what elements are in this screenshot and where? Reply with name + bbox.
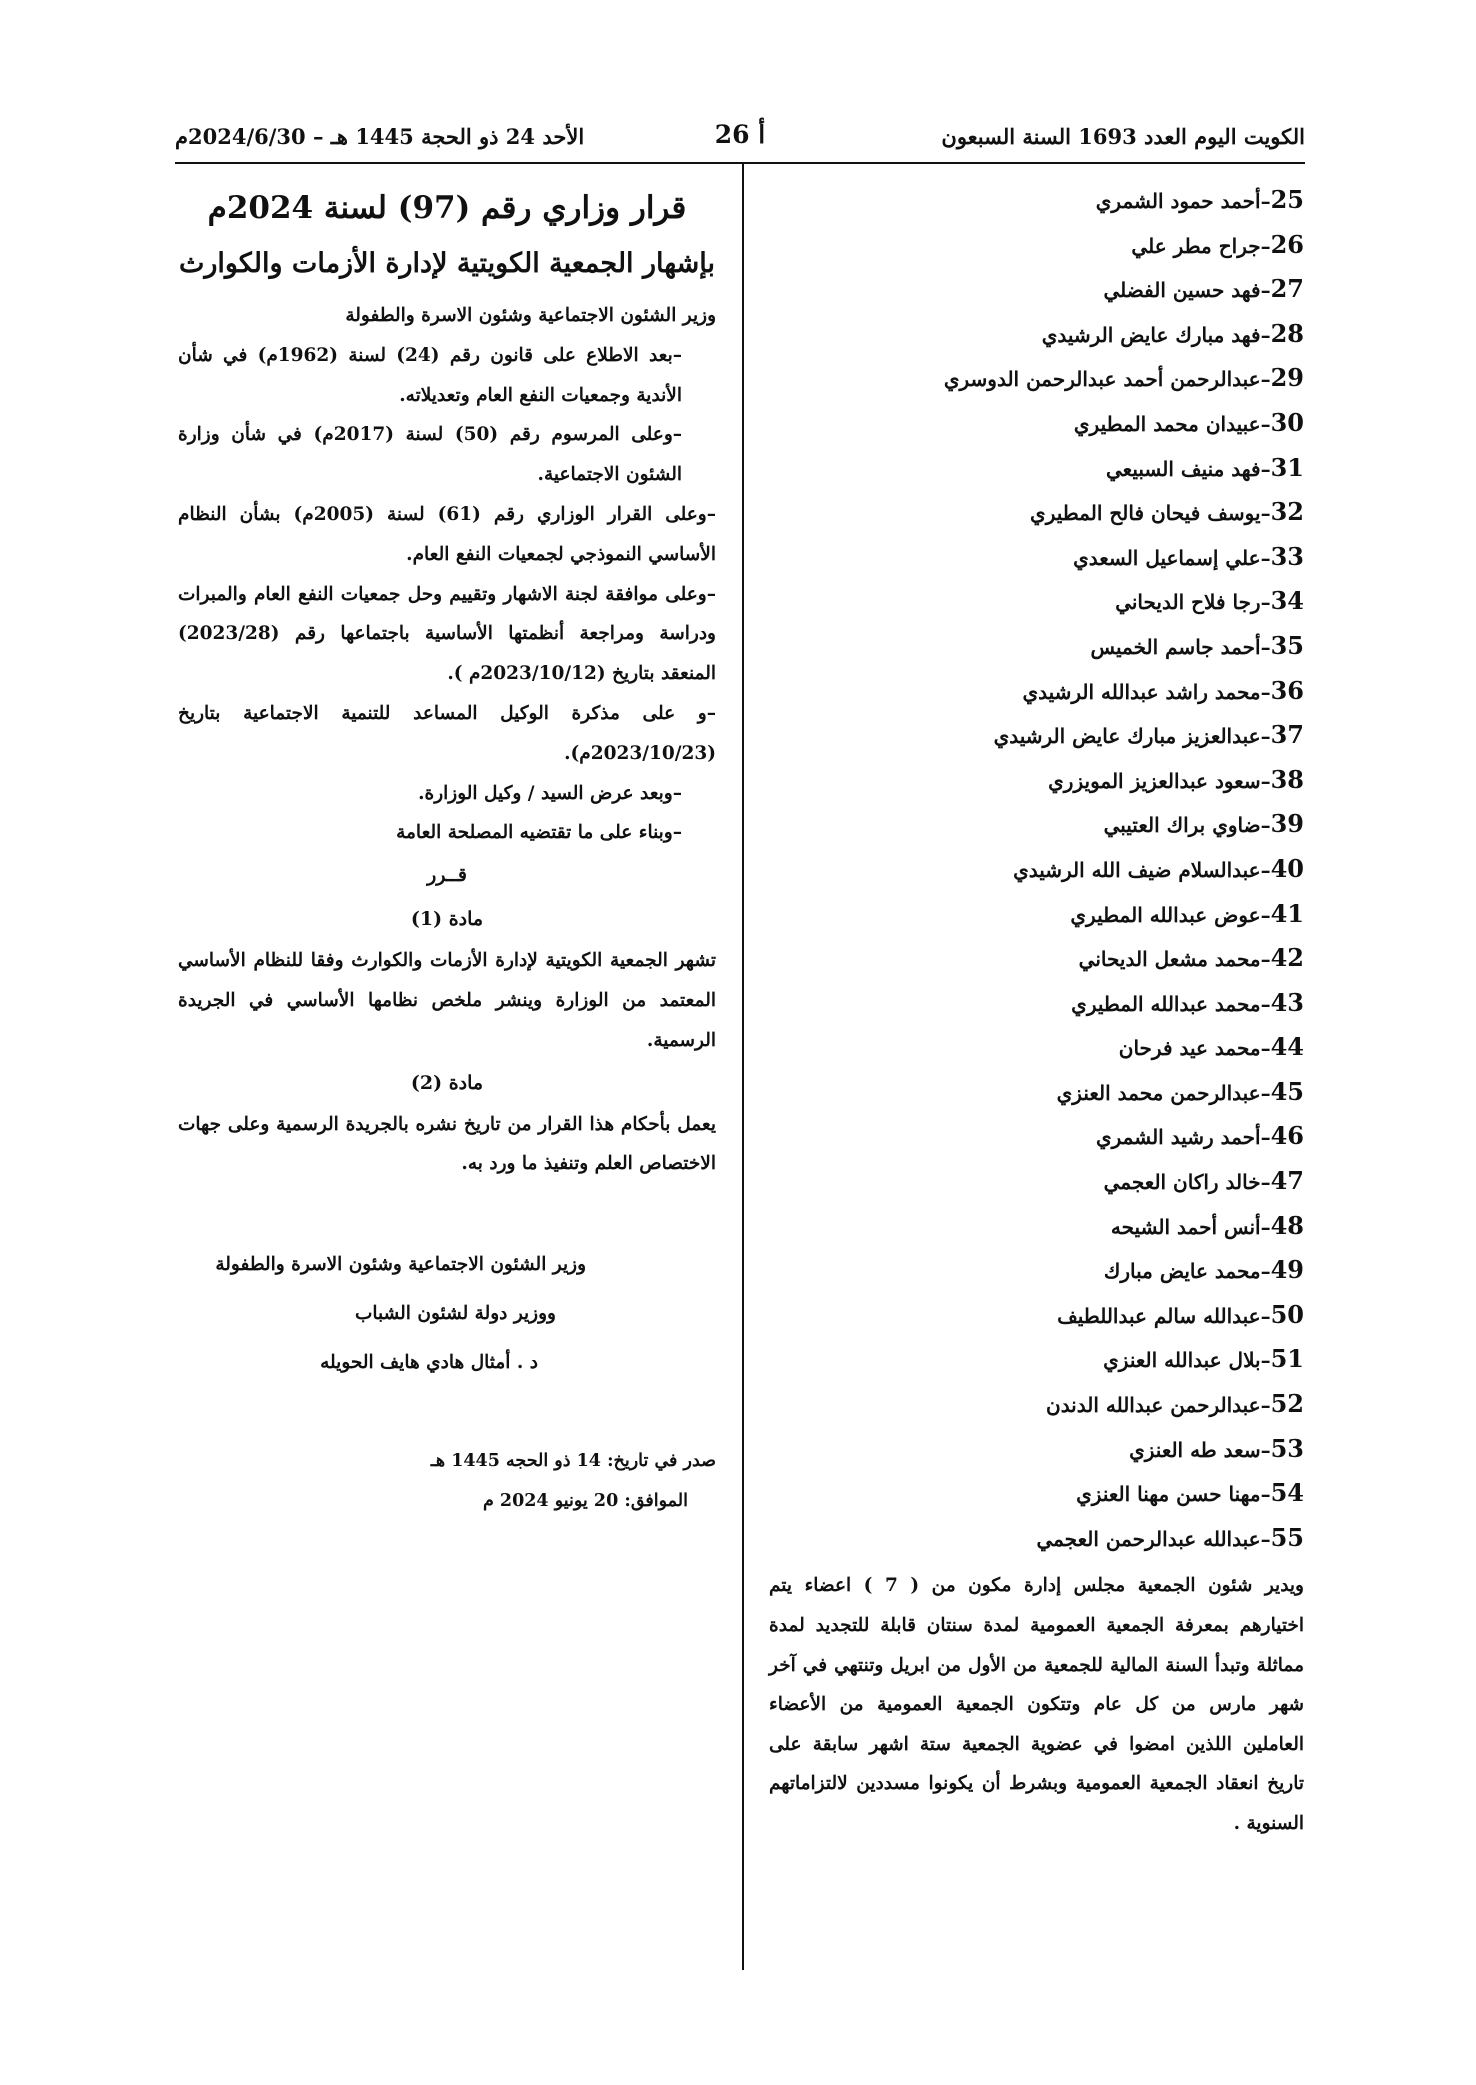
member-number: 54: [1270, 1478, 1304, 1508]
member-number: 47: [1270, 1166, 1304, 1196]
left-column: [178, 178, 716, 1521]
member-item: [769, 1114, 1304, 1159]
member-name: –يوسف فيحان فالح المطيري: [1030, 501, 1271, 526]
member-name: –محمد عبدالله المطيري: [1071, 991, 1271, 1016]
member-name: –عبدالله عبدالرحمن العجمي: [1036, 1526, 1271, 1551]
member-name: –محمد مشعل الديحاني: [1078, 947, 1271, 972]
member-name: –عبيدان محمد المطيري: [1073, 411, 1271, 436]
member-number: 26: [1270, 229, 1304, 259]
member-number: 30: [1270, 407, 1304, 437]
member-name: –سعد طه العنزي: [1129, 1437, 1271, 1462]
member-item: [769, 936, 1304, 981]
article-2-text: يعمل بأحكام هذا القرار من تاريخ نشره بالجريدة الرسمية وعلى جهات الاختصاص العلم وتنفيذ ما ورد به.: [178, 1113, 716, 1175]
preamble-short-line: –وبعد عرض السيد / وكيل الوزارة.: [418, 782, 682, 804]
member-number: 37: [1270, 720, 1304, 750]
member-name: –فهد حسين الفضلي: [1103, 278, 1271, 303]
preamble-item: –وعلى القرار الوزاري رقم (61) لسنة (2005م) بشأن النظام الأساسي النموذجي لجمعيات النفع العام.: [178, 503, 716, 565]
member-number: 33: [1270, 541, 1304, 571]
signature-name: د . أمثال هادي هايف الحويله: [320, 1352, 538, 1374]
member-item: [769, 1248, 1304, 1293]
member-item: [769, 401, 1304, 446]
member-item: [769, 847, 1304, 892]
member-name: –محمد عايض مبارك: [1103, 1259, 1271, 1284]
member-item: [769, 713, 1304, 758]
member-name: –خالد راكان العجمي: [1103, 1170, 1271, 1195]
member-name: –أحمد حمود الشمري: [1095, 189, 1271, 213]
member-number: 55: [1270, 1522, 1304, 1552]
member-name: –عوض عبدالله المطيري: [1070, 902, 1271, 927]
member-item: [769, 1516, 1304, 1561]
member-name: –عبدالله سالم عبداللطيف: [1057, 1303, 1271, 1328]
member-number: 53: [1270, 1433, 1304, 1463]
member-number: 25: [1270, 185, 1304, 214]
member-number: 48: [1270, 1210, 1304, 1240]
member-name: –أحمد جاسم الخميس: [1090, 634, 1271, 659]
member-name: –عبدالعزيز مبارك عايض الرشيدي: [993, 724, 1271, 749]
issue-date: الأحد 24 ذو الحجة 1445 هـ – 2024/6/30م: [175, 124, 585, 149]
member-number: 52: [1270, 1389, 1304, 1419]
decided-heading: قــرر: [427, 864, 467, 887]
member-item: [769, 223, 1304, 268]
issued-on: صدر في تاريخ: 14 ذو الحجه 1445 هـ: [430, 1451, 716, 1472]
member-number: 28: [1270, 318, 1304, 348]
member-item: [769, 669, 1304, 714]
member-number: 27: [1270, 274, 1304, 304]
member-name: –محمد عيد فرحان: [1118, 1036, 1271, 1061]
decree-subtitle: بإشهار الجمعية الكويتية لإدارة الأزمات والكوارث: [178, 248, 716, 279]
member-item: [769, 1337, 1304, 1382]
member-number: 29: [1270, 363, 1304, 393]
column-divider: [742, 162, 744, 1970]
member-name: –سعود عبدالعزيز المويزري: [1048, 768, 1271, 793]
member-list: [769, 178, 1304, 1560]
member-item: [769, 356, 1304, 401]
member-item: [769, 1159, 1304, 1204]
member-item: [769, 535, 1304, 580]
member-name: –ضاوي براك العتيبي: [1103, 813, 1271, 838]
member-name: –محمد راشد عبدالله الرشيدي: [1022, 679, 1271, 704]
signature-block: [178, 1240, 716, 1387]
gazette-issue-info: الكويت اليوم العدد 1693 السنة السبعون: [941, 124, 1305, 149]
member-item: [769, 892, 1304, 937]
member-name: –أحمد رشيد الشمري: [1095, 1125, 1271, 1150]
member-item: [769, 1471, 1304, 1516]
preamble-short-line: –وبناء على ما تقتضيه المصلحة العامة: [396, 822, 682, 844]
member-item: [769, 1070, 1304, 1115]
member-number: 43: [1270, 987, 1304, 1017]
preamble-item: –وعلى المرسوم رقم (50) لسنة (2017م) في شأن وزارة الشئون الاجتماعية.: [178, 424, 683, 486]
member-item: [769, 624, 1304, 669]
member-number: 42: [1270, 943, 1304, 973]
member-number: 41: [1270, 898, 1304, 928]
member-name: –عبدالسلام ضيف الله الرشيدي: [1013, 857, 1271, 882]
page-number: أ 26: [714, 120, 766, 149]
signature-title-2: ووزير دولة لشئون الشباب: [355, 1303, 556, 1325]
member-number: 51: [1270, 1344, 1304, 1374]
member-item: [769, 446, 1304, 491]
member-number: 35: [1270, 630, 1304, 660]
member-item: [769, 802, 1304, 847]
member-name: –أنس أحمد الشيحه: [1110, 1214, 1271, 1239]
page-header: [175, 118, 1305, 158]
member-item: [769, 1204, 1304, 1249]
member-number: 34: [1270, 586, 1304, 616]
preamble-item: –بعد الاطلاع على قانون رقم (24) لسنة (1962م) في شأن الأندية وجمعيات النفع العام وتعديلاته.: [178, 344, 683, 406]
minister-line: وزير الشئون الاجتماعية وشئون الاسرة والطفولة: [345, 305, 716, 326]
signature-title: وزير الشئون الاجتماعية وشئون الاسرة والطفولة: [215, 1254, 586, 1276]
member-item: [769, 1293, 1304, 1338]
member-number: 46: [1270, 1121, 1304, 1151]
member-item: [769, 1427, 1304, 1472]
header-rule: [175, 162, 1305, 164]
member-item: [769, 1025, 1304, 1070]
member-item: [769, 312, 1304, 357]
member-item: [769, 267, 1304, 312]
decree-title: قرار وزاري رقم (97) لسنة 2024م: [207, 190, 687, 226]
article-2-heading: مادة (2): [410, 1071, 484, 1094]
member-name: –جراح مطر علي: [1131, 233, 1271, 258]
member-name: –عبدالرحمن عبدالله الدندن: [1046, 1393, 1271, 1418]
member-number: 39: [1270, 809, 1304, 839]
member-number: 49: [1270, 1255, 1304, 1285]
member-name: –بلال عبدالله العنزي: [1103, 1348, 1271, 1373]
member-item: [769, 758, 1304, 803]
corresponding-date: الموافق: 20 يونيو 2024 م: [482, 1491, 688, 1512]
member-name: –عبدالرحمن محمد العنزي: [1056, 1080, 1271, 1105]
member-item: [769, 579, 1304, 624]
preamble-item: –وعلى موافقة لجنة الاشهار وتقييم وحل جمعيات النفع العام والمبرات ودراسة ومراجعة أنظمتها الأساسية باجتماعها رقم (2023/28) المنعقد بتاريخ (2023/10/12م ).: [178, 583, 716, 685]
member-name: –علي إسماعيل السعدي: [1073, 545, 1271, 570]
issue-dates: [178, 1441, 716, 1521]
article-1-text: تشهر الجمعية الكويتية لإدارة الأزمات والكوارث وفقا للنظام الأساسي المعتمد من الوزارة وينشر ملخص نظامها الأساسي في الجريدة الرسمية.: [178, 950, 716, 1051]
member-name: –رجا فلاح الديحاني: [1115, 590, 1271, 615]
member-item: [769, 1382, 1304, 1427]
member-number: 50: [1270, 1299, 1304, 1329]
member-number: 45: [1270, 1076, 1304, 1106]
member-item: [769, 178, 1304, 223]
preamble-item: –و على مذكرة الوكيل المساعد للتنمية الاجتماعية بتاريخ (2023/10/23م).: [178, 702, 716, 764]
member-number: 31: [1270, 452, 1304, 482]
member-item: [769, 981, 1304, 1026]
member-name: –فهد مبارك عايض الرشيدي: [1041, 322, 1271, 347]
member-name: –فهد منيف السبيعي: [1106, 456, 1271, 481]
article-1-heading: مادة (1): [410, 908, 484, 931]
member-name: –مهنا حسن مهنا العنزي: [1076, 1482, 1271, 1507]
board-paragraph: ويدير شئون الجمعية مجلس إدارة مكون من ( 7 ) اعضاء يتم اختيارهم بمعرفة الجمعية العمومية لمدة سنتان قابلة للتجديد لمدة مماثلة وتبدأ السنة المالية للجمعية من الأول من ابريل وتنتهي في آخر شهر مارس من كل عام وتتكون الجمعية العمومية من الأعضاء العاملين اللذين امضوا في عضوية الجمعية ستة اشهر سابقة على تاريخ انعقاد الجمعية العمومية وبشرط أن يكونوا مسددين لالتزاماتهم السنوية .: [769, 1575, 1304, 1834]
member-name: –عبدالرحمن أحمد عبدالرحمن الدوسري: [943, 367, 1271, 392]
member-number: 36: [1270, 675, 1304, 705]
member-number: 32: [1270, 497, 1304, 527]
member-number: 38: [1270, 764, 1304, 794]
right-column: [769, 178, 1304, 1844]
member-number: 44: [1270, 1032, 1304, 1062]
member-number: 40: [1270, 853, 1304, 883]
member-item: [769, 490, 1304, 535]
